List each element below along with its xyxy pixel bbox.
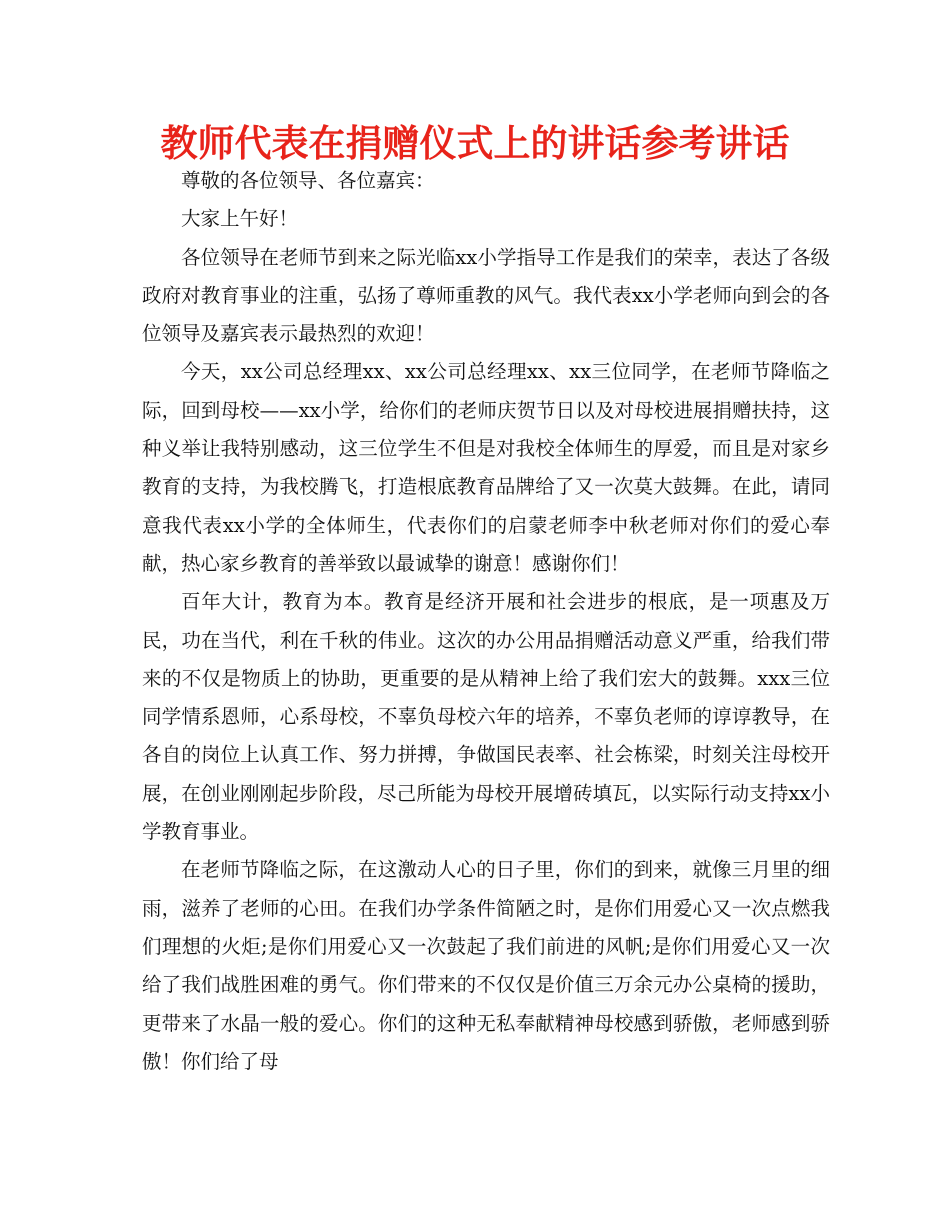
paragraph: 在老师节降临之际，在这激动人心的日子里，你们的到来，就像三月里的细雨，滋养了老师的心田。在我们办学条件简陋之时，是你们用爱心又一次点燃我们理想的火炬;是你们用爱心又一次鼓起了我们前进的风帆;是你们用爱心又一次给了我们战胜困难的勇气。你们带来的不仅仅是价值三万余元办公桌椅的援助，更带来了水晶一般的爱心。你们的这种无私奉献精神母校感到骄傲，老师感到骄傲！你们给了母	[142, 858, 830, 1073]
document-title: 教师代表在捐赠仪式上的讲话参考讲话	[160, 122, 790, 165]
paragraph: 今天，xx公司总经理xx、xx公司总经理xx、xx三位同学，在老师节降临之际，回到母校——xx小学，给你们的老师庆贺节日以及对母校进展捐赠扶持，这种义举让我特别感动，这三位学生不但是对我校全体师生的厚爱，而且是对家乡教育的支持，为我校腾飞，打造根底教育品牌给了又一次莫大鼓舞。在此，请同意我代表xx小学的全体师生，代表你们的启蒙老师李中秋老师对你们的爱心奉献，热心家乡教育的善举致以最诚挚的谢意！感谢你们！	[142, 360, 830, 575]
paragraph-greeting: 大家上午好！	[181, 207, 299, 231]
document-body	[142, 162, 830, 1081]
paragraph: 各位领导在老师节到来之际光临xx小学指导工作是我们的荣幸，表达了各级政府对教育事业的注重，弘扬了尊师重教的风气。我代表xx小学老师向到会的各位领导及嘉宾表示最热烈的欢迎！	[142, 245, 830, 346]
paragraph-salutation: 尊敬的各位领导、各位嘉宾：	[181, 169, 435, 192]
paragraph: 百年大计，教育为本。教育是经济开展和社会进步的根底，是一项惠及万民，功在当代，利在千秋的伟业。这次的办公用品捐赠活动意义严重，给我们带来的不仅是物质上的协助，更重要的是从精神上给了我们宏大的鼓舞。xxx三位同学情系恩师，心系母校，不辜负母校六年的培养，不辜负老师的谆谆教导，在各自的岗位上认真工作、努力拼搏，争做国民表率、社会栋梁，时刻关注母校开展，在创业刚刚起步阶段，尽己所能为母校开展增砖填瓦，以实际行动支持xx小学教育事业。	[142, 590, 830, 844]
